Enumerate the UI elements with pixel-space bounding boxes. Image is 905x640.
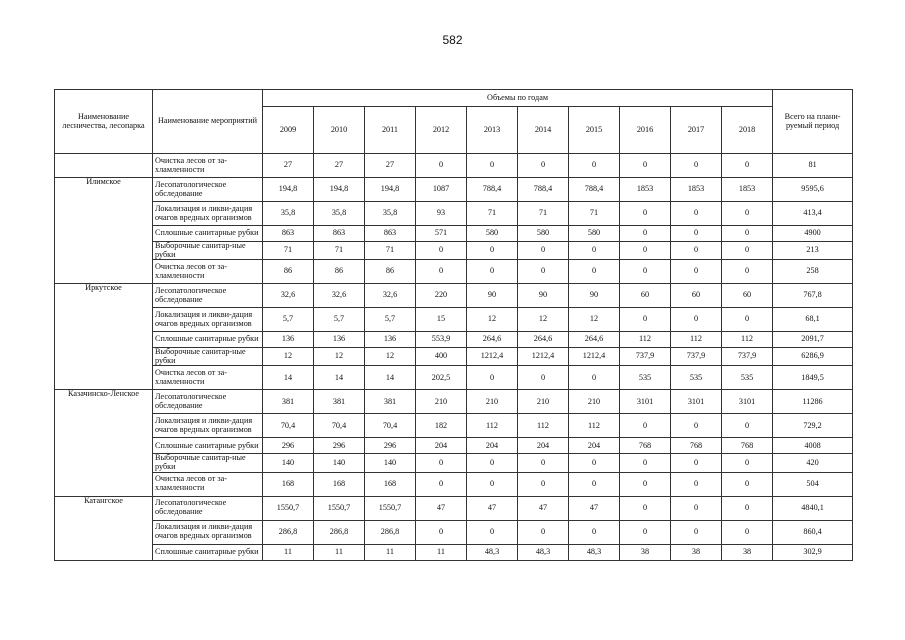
value-cell: 112: [620, 332, 671, 348]
value-cell: 0: [620, 260, 671, 284]
value-cell: 86: [365, 260, 416, 284]
table-row: [55, 332, 853, 348]
value-cell: 0: [722, 154, 773, 178]
table-row: [55, 178, 853, 202]
value-cell: 0: [671, 454, 722, 472]
value-cell: 1853: [620, 178, 671, 202]
value-cell: 0: [671, 242, 722, 260]
value-cell: 737,9: [671, 348, 722, 366]
area-name-cell: Казачинско-Ленское: [55, 390, 153, 496]
value-cell: 3101: [671, 390, 722, 414]
value-cell: 194,8: [314, 178, 365, 202]
value-cell: 210: [518, 390, 569, 414]
value-cell: 863: [365, 226, 416, 242]
value-cell: 70,4: [314, 414, 365, 438]
value-cell: 768: [620, 438, 671, 454]
value-cell: 1550,7: [263, 496, 314, 520]
value-cell: 286,8: [314, 520, 365, 544]
value-cell: 0: [416, 454, 467, 472]
total-cell: 729,2: [773, 414, 853, 438]
value-cell: 14: [263, 366, 314, 390]
activity-cell: Локализация и ликви-дация очагов вредных организмов: [153, 202, 263, 226]
total-cell: 4900: [773, 226, 853, 242]
value-cell: 1853: [671, 178, 722, 202]
value-cell: 580: [569, 226, 620, 242]
value-cell: 535: [722, 366, 773, 390]
value-cell: 1212,4: [518, 348, 569, 366]
value-cell: 0: [569, 260, 620, 284]
value-cell: 296: [263, 438, 314, 454]
value-cell: 0: [722, 454, 773, 472]
value-cell: 12: [518, 308, 569, 332]
header-year: 2010: [314, 107, 365, 154]
total-cell: 68,1: [773, 308, 853, 332]
value-cell: 14: [314, 366, 365, 390]
value-cell: 11: [365, 544, 416, 560]
header-year: 2016: [620, 107, 671, 154]
activity-cell: Лесопатологическое обследование: [153, 178, 263, 202]
value-cell: 863: [263, 226, 314, 242]
value-cell: 0: [467, 472, 518, 496]
value-cell: 60: [671, 284, 722, 308]
value-cell: 0: [671, 520, 722, 544]
value-cell: 86: [314, 260, 365, 284]
value-cell: 71: [365, 242, 416, 260]
value-cell: 0: [467, 366, 518, 390]
value-cell: 0: [620, 154, 671, 178]
value-cell: 0: [620, 414, 671, 438]
activity-cell: Лесопатологическое обследование: [153, 496, 263, 520]
total-cell: 504: [773, 472, 853, 496]
value-cell: 168: [365, 472, 416, 496]
value-cell: 136: [365, 332, 416, 348]
value-cell: 264,6: [569, 332, 620, 348]
value-cell: 38: [671, 544, 722, 560]
value-cell: 0: [722, 202, 773, 226]
value-cell: 0: [569, 242, 620, 260]
value-cell: 60: [620, 284, 671, 308]
value-cell: 1550,7: [314, 496, 365, 520]
value-cell: 0: [569, 472, 620, 496]
value-cell: 48,3: [569, 544, 620, 560]
value-cell: 400: [416, 348, 467, 366]
value-cell: 140: [365, 454, 416, 472]
value-cell: 0: [671, 260, 722, 284]
value-cell: 136: [263, 332, 314, 348]
value-cell: 0: [671, 154, 722, 178]
header-year: 2012: [416, 107, 467, 154]
value-cell: 11: [416, 544, 467, 560]
activity-cell: Лесопатологическое обследование: [153, 390, 263, 414]
header-volumes: Объемы по годам: [263, 90, 773, 107]
value-cell: 296: [365, 438, 416, 454]
value-cell: 47: [416, 496, 467, 520]
value-cell: 210: [467, 390, 518, 414]
value-cell: 737,9: [620, 348, 671, 366]
table-row: [55, 284, 853, 308]
value-cell: 580: [518, 226, 569, 242]
value-cell: 47: [518, 496, 569, 520]
value-cell: 863: [314, 226, 365, 242]
value-cell: 11: [314, 544, 365, 560]
value-cell: 264,6: [467, 332, 518, 348]
total-cell: 302,9: [773, 544, 853, 560]
value-cell: 90: [569, 284, 620, 308]
value-cell: 0: [620, 202, 671, 226]
header-area: Наименование лесничества, лесопарка: [55, 90, 153, 154]
value-cell: 0: [722, 308, 773, 332]
value-cell: 48,3: [467, 544, 518, 560]
value-cell: 12: [365, 348, 416, 366]
value-cell: 286,8: [365, 520, 416, 544]
value-cell: 0: [722, 414, 773, 438]
header-activity: Наименование мероприятий: [153, 90, 263, 154]
table-body: [55, 154, 853, 561]
value-cell: 204: [569, 438, 620, 454]
value-cell: 112: [569, 414, 620, 438]
value-cell: 768: [671, 438, 722, 454]
area-name-cell: Иркутское: [55, 284, 153, 390]
value-cell: 90: [518, 284, 569, 308]
value-cell: 580: [467, 226, 518, 242]
total-cell: 1849,5: [773, 366, 853, 390]
value-cell: 0: [416, 154, 467, 178]
value-cell: 204: [518, 438, 569, 454]
header-year: 2011: [365, 107, 416, 154]
value-cell: 112: [722, 332, 773, 348]
value-cell: 71: [569, 202, 620, 226]
value-cell: 194,8: [365, 178, 416, 202]
value-cell: 0: [722, 242, 773, 260]
value-cell: 12: [314, 348, 365, 366]
table-row: [55, 260, 853, 284]
value-cell: 0: [671, 472, 722, 496]
header-row-top: [55, 90, 853, 107]
area-name-cell: [55, 154, 153, 178]
value-cell: 0: [518, 472, 569, 496]
value-cell: 0: [671, 226, 722, 242]
total-cell: 4008: [773, 438, 853, 454]
value-cell: 38: [722, 544, 773, 560]
value-cell: 11: [263, 544, 314, 560]
value-cell: 0: [671, 496, 722, 520]
activity-cell: Очистка лесов от за-хламленности: [153, 260, 263, 284]
total-cell: 4840,1: [773, 496, 853, 520]
total-cell: 258: [773, 260, 853, 284]
header-year: 2018: [722, 107, 773, 154]
value-cell: 0: [467, 242, 518, 260]
value-cell: 0: [671, 308, 722, 332]
value-cell: 1087: [416, 178, 467, 202]
total-cell: 81: [773, 154, 853, 178]
value-cell: 0: [518, 520, 569, 544]
value-cell: 182: [416, 414, 467, 438]
value-cell: 0: [569, 366, 620, 390]
table-row: [55, 154, 853, 178]
table-row: [55, 226, 853, 242]
value-cell: 264,6: [518, 332, 569, 348]
value-cell: 0: [620, 454, 671, 472]
total-cell: 860,4: [773, 520, 853, 544]
value-cell: 70,4: [365, 414, 416, 438]
value-cell: 381: [314, 390, 365, 414]
activity-cell: Лесопатологическое обследование: [153, 284, 263, 308]
value-cell: 0: [620, 308, 671, 332]
value-cell: 12: [263, 348, 314, 366]
table-row: [55, 366, 853, 390]
value-cell: 27: [263, 154, 314, 178]
value-cell: 0: [518, 454, 569, 472]
value-cell: 0: [569, 520, 620, 544]
activity-cell: Очистка лесов от за-хламленности: [153, 366, 263, 390]
value-cell: 12: [467, 308, 518, 332]
activity-cell: Локализация и ликви-дация очагов вредных организмов: [153, 414, 263, 438]
activity-cell: Выборочные санитар-ные рубки: [153, 454, 263, 472]
value-cell: 32,6: [365, 284, 416, 308]
value-cell: 0: [416, 260, 467, 284]
value-cell: 204: [467, 438, 518, 454]
value-cell: 27: [365, 154, 416, 178]
page-number: 582: [442, 33, 463, 47]
value-cell: 48,3: [518, 544, 569, 560]
activity-cell: Сплошные санитарные рубки: [153, 332, 263, 348]
activity-cell: Локализация и ликви-дация очагов вредных организмов: [153, 308, 263, 332]
table-row: [55, 520, 853, 544]
value-cell: 35,8: [263, 202, 314, 226]
value-cell: 0: [467, 454, 518, 472]
value-cell: 5,7: [263, 308, 314, 332]
total-cell: 413,4: [773, 202, 853, 226]
value-cell: 0: [620, 226, 671, 242]
header-year: 2014: [518, 107, 569, 154]
value-cell: 0: [467, 520, 518, 544]
value-cell: 788,4: [518, 178, 569, 202]
value-cell: 71: [518, 202, 569, 226]
total-cell: 767,8: [773, 284, 853, 308]
value-cell: 47: [569, 496, 620, 520]
value-cell: 0: [416, 520, 467, 544]
value-cell: 140: [314, 454, 365, 472]
value-cell: 1853: [722, 178, 773, 202]
table-row: [55, 348, 853, 366]
value-cell: 210: [416, 390, 467, 414]
header-year: 2013: [467, 107, 518, 154]
value-cell: 0: [569, 154, 620, 178]
activity-cell: Выборочные санитар-ные рубки: [153, 242, 263, 260]
value-cell: 71: [314, 242, 365, 260]
total-cell: 420: [773, 454, 853, 472]
value-cell: 35,8: [314, 202, 365, 226]
value-cell: 0: [722, 520, 773, 544]
value-cell: 1212,4: [569, 348, 620, 366]
value-cell: 204: [416, 438, 467, 454]
header-year: 2009: [263, 107, 314, 154]
total-cell: 11286: [773, 390, 853, 414]
value-cell: 553,9: [416, 332, 467, 348]
total-cell: 6286,9: [773, 348, 853, 366]
value-cell: 535: [671, 366, 722, 390]
value-cell: 788,4: [467, 178, 518, 202]
value-cell: 168: [314, 472, 365, 496]
value-cell: 93: [416, 202, 467, 226]
value-cell: 381: [263, 390, 314, 414]
value-cell: 0: [467, 154, 518, 178]
value-cell: 112: [467, 414, 518, 438]
area-name-cell: Катангское: [55, 496, 153, 560]
value-cell: 210: [569, 390, 620, 414]
table-row: [55, 414, 853, 438]
value-cell: 0: [722, 496, 773, 520]
value-cell: 0: [518, 260, 569, 284]
value-cell: 0: [569, 454, 620, 472]
value-cell: 60: [722, 284, 773, 308]
value-cell: 5,7: [365, 308, 416, 332]
value-cell: 535: [620, 366, 671, 390]
value-cell: 571: [416, 226, 467, 242]
activity-cell: Сплошные санитарные рубки: [153, 438, 263, 454]
header-year: 2017: [671, 107, 722, 154]
table-row: [55, 308, 853, 332]
value-cell: 86: [263, 260, 314, 284]
value-cell: 70,4: [263, 414, 314, 438]
table-row: [55, 438, 853, 454]
table-row: [55, 472, 853, 496]
value-cell: 0: [722, 260, 773, 284]
value-cell: 140: [263, 454, 314, 472]
activity-cell: Очистка лесов от за-хламленности: [153, 154, 263, 178]
value-cell: 0: [416, 242, 467, 260]
value-cell: 38: [620, 544, 671, 560]
value-cell: 0: [518, 366, 569, 390]
value-cell: 202,5: [416, 366, 467, 390]
area-name-cell: Илимское: [55, 178, 153, 284]
value-cell: 0: [416, 472, 467, 496]
value-cell: 0: [518, 242, 569, 260]
value-cell: 1550,7: [365, 496, 416, 520]
table-row: [55, 390, 853, 414]
table-row: [55, 496, 853, 520]
value-cell: 112: [671, 332, 722, 348]
value-cell: 3101: [722, 390, 773, 414]
value-cell: 737,9: [722, 348, 773, 366]
value-cell: 35,8: [365, 202, 416, 226]
value-cell: 136: [314, 332, 365, 348]
header-total: Всего на плани-руемый период: [773, 90, 853, 154]
value-cell: 14: [365, 366, 416, 390]
total-cell: 2091,7: [773, 332, 853, 348]
value-cell: 90: [467, 284, 518, 308]
value-cell: 1212,4: [467, 348, 518, 366]
value-cell: 296: [314, 438, 365, 454]
total-cell: 213: [773, 242, 853, 260]
value-cell: 0: [722, 226, 773, 242]
value-cell: 32,6: [263, 284, 314, 308]
activity-cell: Очистка лесов от за-хламленности: [153, 472, 263, 496]
activity-cell: Локализация и ликви-дация очагов вредных организмов: [153, 520, 263, 544]
table-row: [55, 544, 853, 560]
value-cell: 194,8: [263, 178, 314, 202]
value-cell: 381: [365, 390, 416, 414]
forestry-volumes-table: [54, 89, 853, 561]
value-cell: 71: [467, 202, 518, 226]
value-cell: 788,4: [569, 178, 620, 202]
value-cell: 0: [620, 242, 671, 260]
value-cell: 0: [722, 472, 773, 496]
value-cell: 112: [518, 414, 569, 438]
table-row: [55, 242, 853, 260]
value-cell: 0: [518, 154, 569, 178]
value-cell: 768: [722, 438, 773, 454]
value-cell: 12: [569, 308, 620, 332]
value-cell: 71: [263, 242, 314, 260]
value-cell: 168: [263, 472, 314, 496]
value-cell: 0: [620, 496, 671, 520]
table-row: [55, 454, 853, 472]
value-cell: 5,7: [314, 308, 365, 332]
activity-cell: Сплошные санитарные рубки: [153, 226, 263, 242]
value-cell: 0: [671, 414, 722, 438]
value-cell: 32,6: [314, 284, 365, 308]
total-cell: 9595,6: [773, 178, 853, 202]
value-cell: 47: [467, 496, 518, 520]
value-cell: 220: [416, 284, 467, 308]
value-cell: 0: [467, 260, 518, 284]
header-year: 2015: [569, 107, 620, 154]
value-cell: 0: [620, 472, 671, 496]
table-row: [55, 202, 853, 226]
value-cell: 286,8: [263, 520, 314, 544]
value-cell: 0: [671, 202, 722, 226]
value-cell: 0: [620, 520, 671, 544]
value-cell: 3101: [620, 390, 671, 414]
activity-cell: Выборочные санитар-ные рубки: [153, 348, 263, 366]
value-cell: 27: [314, 154, 365, 178]
activity-cell: Сплошные санитарные рубки: [153, 544, 263, 560]
value-cell: 15: [416, 308, 467, 332]
